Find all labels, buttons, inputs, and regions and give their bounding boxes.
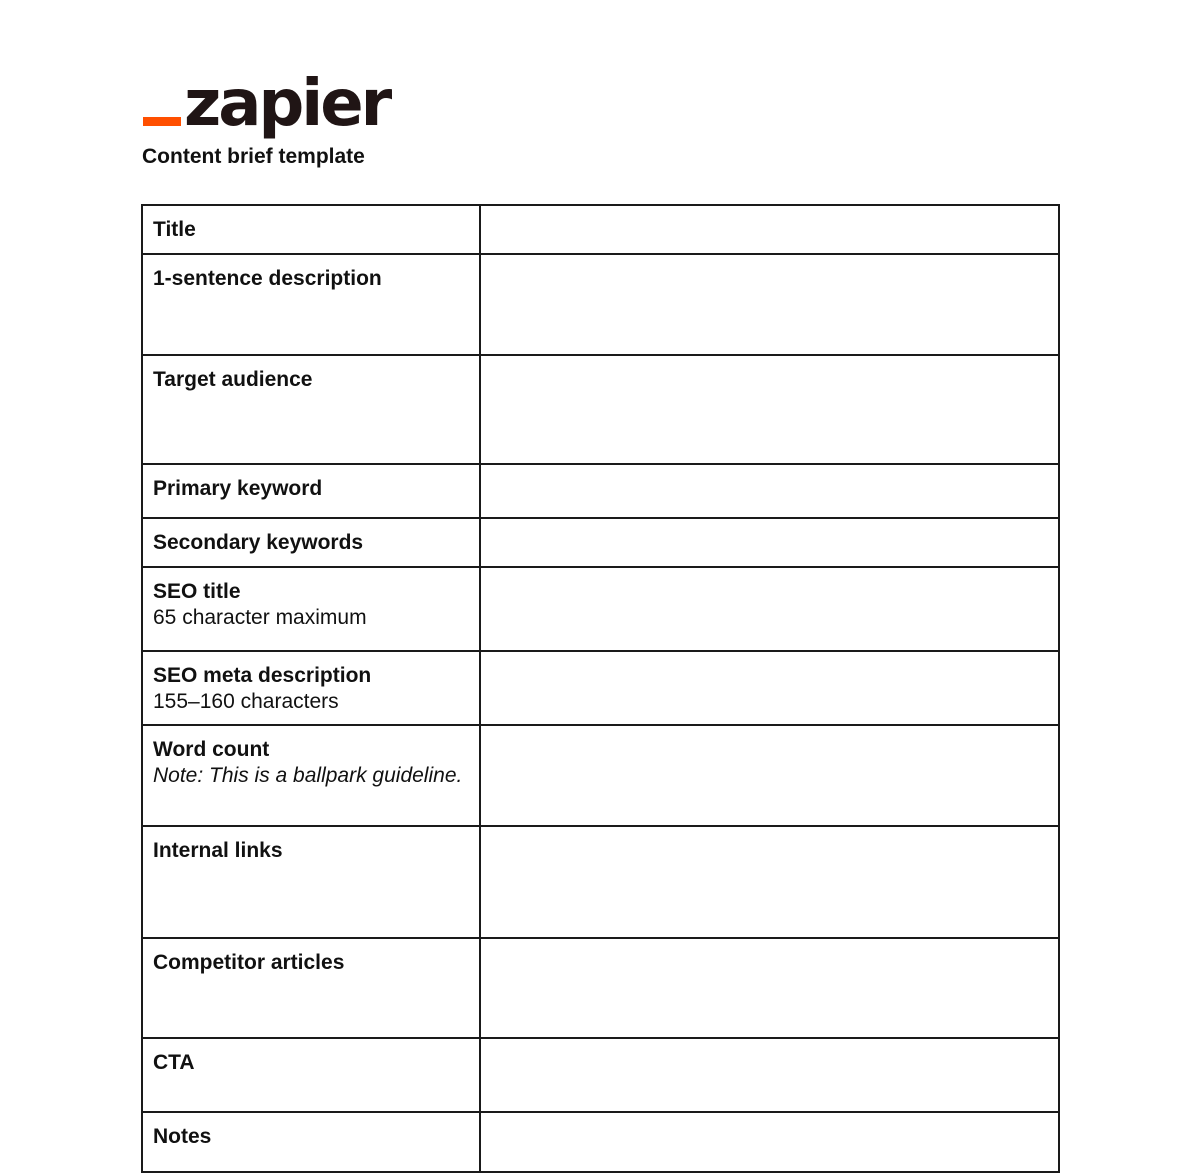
field-label: Primary keyword	[153, 477, 323, 500]
document-subtitle: Content brief template	[142, 145, 365, 168]
field-label-cell	[142, 205, 480, 254]
table-row	[142, 725, 1059, 826]
field-label: CTA	[153, 1051, 195, 1074]
table-row	[142, 464, 1059, 518]
table-row	[142, 205, 1059, 254]
field-label: Internal links	[153, 839, 283, 862]
field-label-cell	[142, 826, 480, 938]
field-label: Competitor articles	[153, 951, 345, 974]
field-label-cell	[142, 938, 480, 1038]
field-label-cell	[142, 254, 480, 355]
field-value-cell[interactable]	[480, 826, 1059, 938]
field-label-cell	[142, 1038, 480, 1112]
field-hint: 155–160 characters	[153, 690, 339, 713]
field-value-cell[interactable]	[480, 567, 1059, 651]
field-value-cell[interactable]	[480, 355, 1059, 464]
field-label: Word count	[153, 738, 270, 761]
field-value-cell[interactable]	[480, 518, 1059, 567]
field-label-cell	[142, 567, 480, 651]
field-hint: 65 character maximum	[153, 606, 367, 629]
field-label: Notes	[153, 1125, 212, 1148]
table-row	[142, 355, 1059, 464]
field-value-cell[interactable]	[480, 205, 1059, 254]
table-row	[142, 938, 1059, 1038]
field-label-cell	[142, 464, 480, 518]
field-hint: Note: This is a ballpark guideline.	[153, 764, 463, 787]
field-value-cell[interactable]	[480, 254, 1059, 355]
field-label-cell	[142, 355, 480, 464]
table-row	[142, 651, 1059, 725]
field-label: Title	[153, 218, 196, 241]
field-label-cell	[142, 725, 480, 826]
zapier-logo	[143, 62, 389, 142]
field-label: SEO meta description	[153, 664, 372, 687]
field-label: SEO title	[153, 580, 241, 603]
field-label-cell	[142, 1112, 480, 1172]
table-row	[142, 826, 1059, 938]
field-label: 1-sentence description	[153, 267, 382, 290]
field-label-cell	[142, 651, 480, 725]
table-row	[142, 1112, 1059, 1172]
table-row	[142, 1038, 1059, 1112]
field-label: Secondary keywords	[153, 531, 364, 554]
table-row	[142, 254, 1059, 355]
table-row	[142, 567, 1059, 651]
logo-underscore-mark	[143, 117, 181, 126]
content-brief-table	[141, 204, 1060, 1173]
field-value-cell[interactable]	[480, 651, 1059, 725]
logo-wordmark: zapier	[184, 67, 390, 141]
field-value-cell[interactable]	[480, 1038, 1059, 1112]
field-value-cell[interactable]	[480, 464, 1059, 518]
field-value-cell[interactable]	[480, 725, 1059, 826]
field-label-cell	[142, 518, 480, 567]
field-label: Target audience	[153, 368, 313, 391]
table-row	[142, 518, 1059, 567]
field-value-cell[interactable]	[480, 938, 1059, 1038]
field-value-cell[interactable]	[480, 1112, 1059, 1172]
